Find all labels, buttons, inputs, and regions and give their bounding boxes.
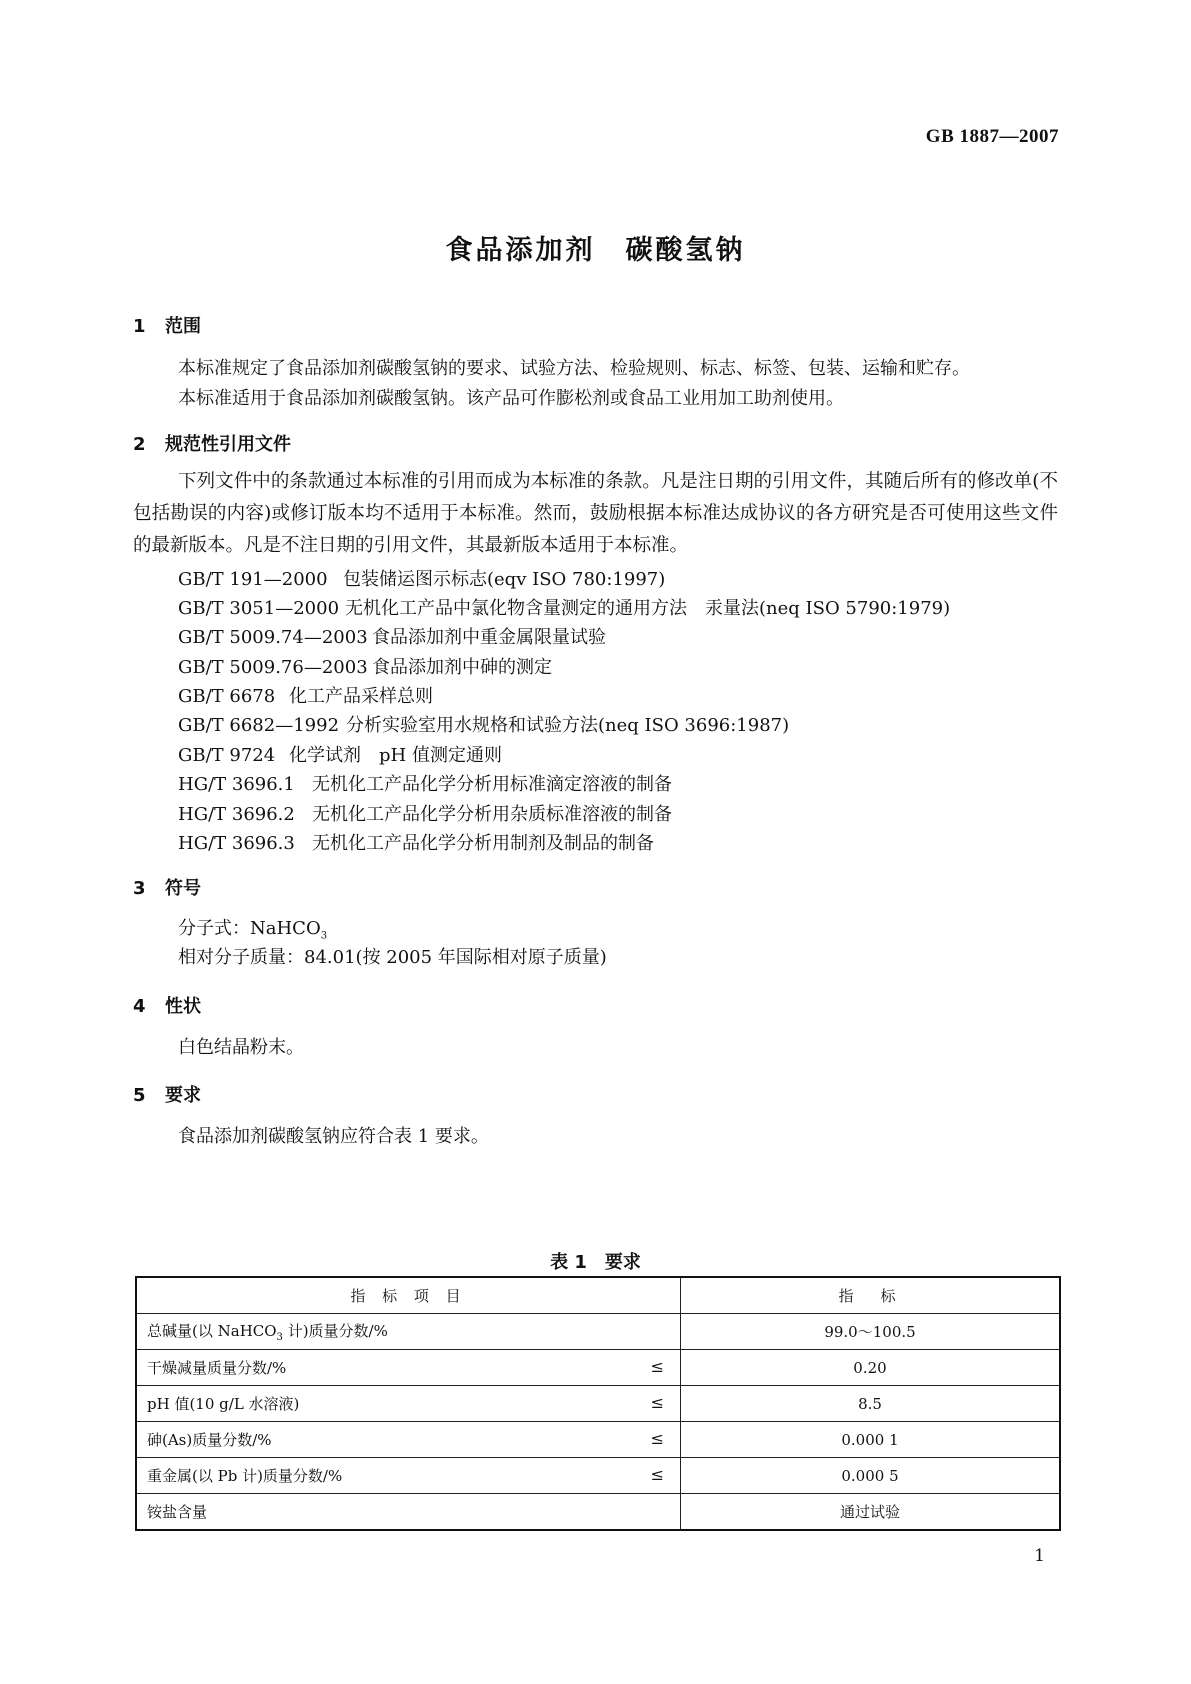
item-text: 重金属(以 Pb 计)质量分数/%: [147, 1467, 343, 1485]
scope-paragraph-1: 本标准规定了食品添加剂碳酸氢钠的要求、试验方法、检验规则、标志、标签、包装、运输和贮存。: [178, 358, 970, 379]
reference-title: 食品添加剂中重金属限量试验: [372, 627, 606, 648]
row-item-value: 0.000 5: [681, 1458, 1061, 1494]
page-number: 1: [1034, 1546, 1045, 1566]
le-symbol: ≤: [650, 1429, 664, 1448]
section-title: 性状: [165, 996, 201, 1017]
item-text: pH 值(10 g/L 水溶液): [147, 1395, 300, 1413]
row-item-value: 8.5: [681, 1386, 1061, 1422]
scope-paragraph-2: 本标准适用于食品添加剂碳酸氢钠。该产品可作膨松剂或食品工业用加工助剂使用。: [178, 388, 844, 409]
appearance-text: 白色结晶粉末。: [178, 1037, 304, 1058]
molecular-mass: 相对分子质量：84.01(按 2005 年国际相对原子质量): [178, 947, 607, 968]
reference-item: [178, 682, 433, 708]
reference-title: 化学试剂 pH 值测定通则: [289, 745, 502, 766]
reference-item: [178, 800, 672, 826]
table-row: [136, 1350, 1060, 1386]
reference-item: [178, 711, 789, 737]
reference-item: [178, 623, 606, 649]
table-header-row: [136, 1277, 1060, 1314]
reference-code: GB/T 9724: [178, 745, 276, 766]
item-text: 铵盐含量: [147, 1503, 208, 1521]
section-title: 范围: [165, 316, 201, 337]
standard-code: GB 1887—2007: [925, 126, 1059, 147]
reference-title: 无机化工产品中氯化物含量测定的通用方法 汞量法(neq ISO 5790:1979): [345, 598, 951, 619]
reference-title: 食品添加剂中砷的测定: [372, 657, 552, 678]
row-item-name: [136, 1314, 681, 1350]
section-5-heading: [133, 1081, 201, 1107]
reference-code: HG/T 3696.2: [178, 804, 295, 825]
reference-item: [178, 565, 665, 591]
reference-code: GB/T 6682—1992: [178, 715, 340, 736]
molecular-formula: [178, 914, 327, 942]
section-number: 1: [133, 316, 146, 337]
reference-code: GB/T 5009.76—2003: [178, 657, 368, 678]
reference-title: 无机化工产品化学分析用杂质标准溶液的制备: [312, 804, 672, 825]
section-number: 5: [133, 1085, 146, 1106]
row-item-value: 99.0～100.5: [681, 1314, 1061, 1350]
item-subscript: 3: [276, 1332, 283, 1343]
le-symbol: ≤: [650, 1357, 664, 1376]
reference-item: [178, 770, 672, 796]
section-number: 4: [133, 996, 146, 1017]
reference-code: HG/T 3696.1: [178, 774, 295, 795]
table-row: [136, 1494, 1060, 1531]
formula-text: 分子式：NaHCO: [178, 918, 321, 939]
column-header-value: 指 标: [681, 1277, 1061, 1314]
reference-item: [178, 829, 654, 855]
section-number: 3: [133, 878, 146, 899]
le-symbol: ≤: [650, 1393, 664, 1412]
references-intro: 下列文件中的条款通过本标准的引用而成为本标准的条款。凡是注日期的引用文件，其随后所有的修改单(不包括勘误的内容)或修订版本均不适用于本标准。然而，鼓励根据本标准达成协议的各方研究是否可使用这些文件的最新版本。凡是不注日期的引用文件，其最新版本适用于本标准。: [133, 471, 1058, 556]
column-header-item: 指 标 项 目: [136, 1277, 681, 1314]
table-row: [136, 1386, 1060, 1422]
row-item-name: [136, 1494, 681, 1531]
reference-title: 无机化工产品化学分析用标准滴定溶液的制备: [312, 774, 672, 795]
item-text: 干燥减量质量分数/%: [147, 1359, 287, 1377]
section-title: 规范性引用文件: [165, 434, 291, 455]
section-title: 符号: [165, 878, 201, 899]
table-title: 表 1 要求: [550, 1252, 641, 1273]
row-item-value: 0.20: [681, 1350, 1061, 1386]
row-item-value: 通过试验: [681, 1494, 1061, 1531]
row-item-name: [136, 1422, 681, 1458]
section-2-heading: [133, 430, 291, 456]
row-item-name: [136, 1458, 681, 1494]
table-row: [136, 1422, 1060, 1458]
section-1-heading: [133, 312, 201, 338]
reference-item: [178, 741, 502, 767]
row-item-value: 0.000 1: [681, 1422, 1061, 1458]
document-title: 食品添加剂 碳酸氢钠: [445, 235, 746, 266]
section-3-heading: [133, 874, 201, 900]
le-symbol: ≤: [650, 1465, 664, 1484]
reference-code: GB/T 3051—2000: [178, 598, 340, 619]
reference-title: 分析实验室用水规格和试验方法(neq ISO 3696:1987): [346, 715, 790, 736]
reference-title: 化工产品采样总则: [289, 686, 433, 707]
requirements-table: [135, 1276, 1061, 1531]
section-4-heading: [133, 992, 201, 1018]
reference-code: HG/T 3696.3: [178, 833, 295, 854]
row-item-name: [136, 1350, 681, 1386]
reference-code: GB/T 6678: [178, 686, 276, 707]
reference-item: [178, 653, 552, 679]
table-row: [136, 1458, 1060, 1494]
reference-item: [178, 594, 950, 620]
reference-title: 包装储运图示标志(eqv ISO 780:1997): [343, 569, 666, 590]
reference-code: GB/T 5009.74—2003: [178, 627, 368, 648]
row-item-name: [136, 1386, 681, 1422]
reference-title: 无机化工产品化学分析用制剂及制品的制备: [312, 833, 654, 854]
item-text: 总碱量(以 NaHCO: [147, 1322, 277, 1340]
section-number: 2: [133, 434, 146, 455]
section-title: 要求: [165, 1085, 201, 1106]
item-text-post: 计)质量分数/%: [282, 1322, 388, 1340]
formula-subscript: 3: [320, 930, 328, 942]
item-text: 砷(As)质量分数/%: [147, 1431, 272, 1449]
requirements-intro: 食品添加剂碳酸氢钠应符合表 1 要求。: [178, 1126, 489, 1147]
table-row: [136, 1314, 1060, 1350]
reference-code: GB/T 191—2000: [178, 569, 328, 590]
